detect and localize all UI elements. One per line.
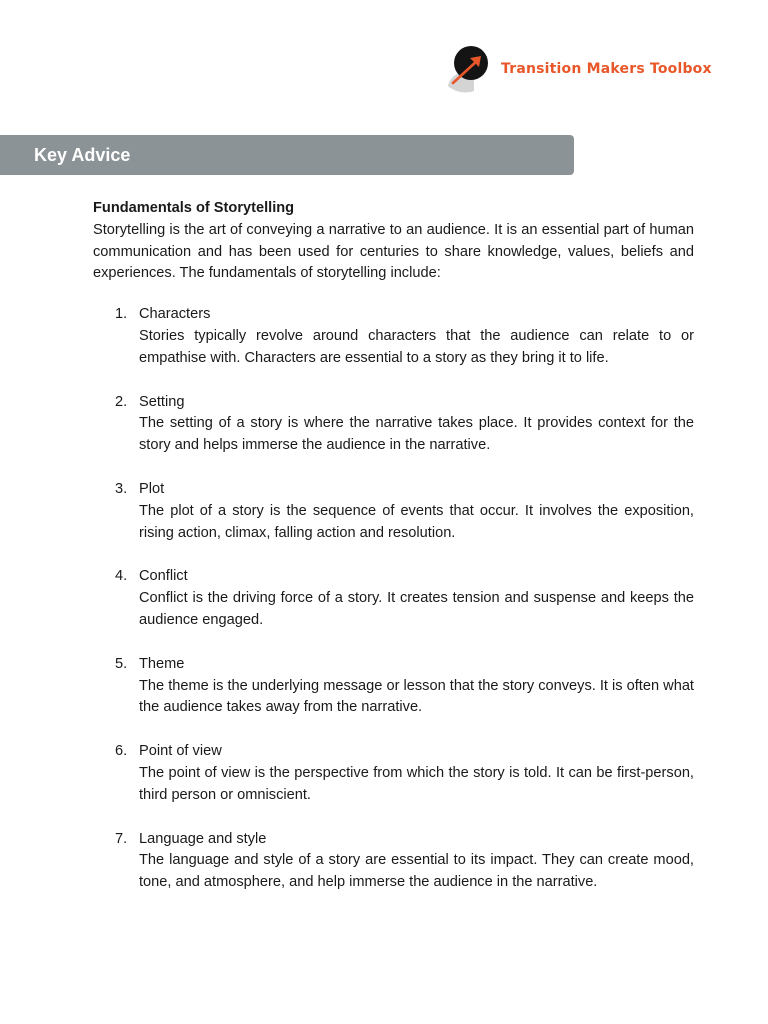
banner-title: Key Advice [34,145,131,165]
list-item-description: The language and style of a story are essential to its impact. They can create mood, tone, and atmosphere, and help immerse the audience in the narrative. [139,852,694,891]
list-item-number: 3. [115,480,128,497]
list-item-number: 6. [115,743,128,760]
list-item-title: Characters [139,306,211,323]
list-item-title: Conflict [139,568,188,585]
section-title: Fundamentals of Storytelling [93,200,295,216]
logo-text: Transition Makers Toolbox [501,61,712,77]
list-item-description: The plot of a story is the sequence of events that occur. It involves the exposition, rising action, climax, falling action and resolution. [139,502,694,541]
list-item-number: 1. [115,306,128,323]
fundamentals-list [93,304,694,894]
list-item-description: The point of view is the perspective from which the story is told. It can be first-person, third person or omniscient. [139,764,694,803]
intro-paragraph: Storytelling is the art of conveying a narrative to an audience. It is an essential part of human communication and has been used for centuries to share knowledge, values, beliefs and experiences. The fundamentals of storytelling include: [93,221,694,282]
list-item-description: Stories typically revolve around characters that the audience can relate to or empathise with. Characters are essential to a story as they bring it to life. [139,327,694,366]
list-item [93,392,694,457]
list-item [93,566,694,631]
list-item-number: 7. [115,830,128,847]
list-item-description: Conflict is the driving force of a story. It creates tension and suspense and keeps the audience engaged. [139,590,694,628]
list-item-title: Plot [139,480,165,497]
list-item-number: 5. [115,655,128,672]
list-item [93,741,694,806]
list-item-number: 4. [115,568,128,585]
list-item [93,829,694,894]
list-item-title: Setting [139,393,185,410]
list-item-description: The theme is the underlying message or lesson that the story conveys. It is often what the audience takes away from the narrative. [139,677,694,716]
main-content [93,198,694,916]
list-item-title: Language and style [139,830,267,847]
list-item-description: The setting of a story is where the narrative takes place. It provides context for the story and helps immerse the audience in the narrative. [139,415,694,454]
list-item-title: Theme [139,655,185,672]
list-item [93,304,694,369]
list-item [93,479,694,544]
logo [444,44,726,94]
key-advice-banner [0,135,574,175]
list-item-title: Point of view [139,743,222,760]
list-item-number: 2. [115,393,128,410]
arrow-circle-logo-icon [444,44,492,94]
list-item [93,654,694,719]
